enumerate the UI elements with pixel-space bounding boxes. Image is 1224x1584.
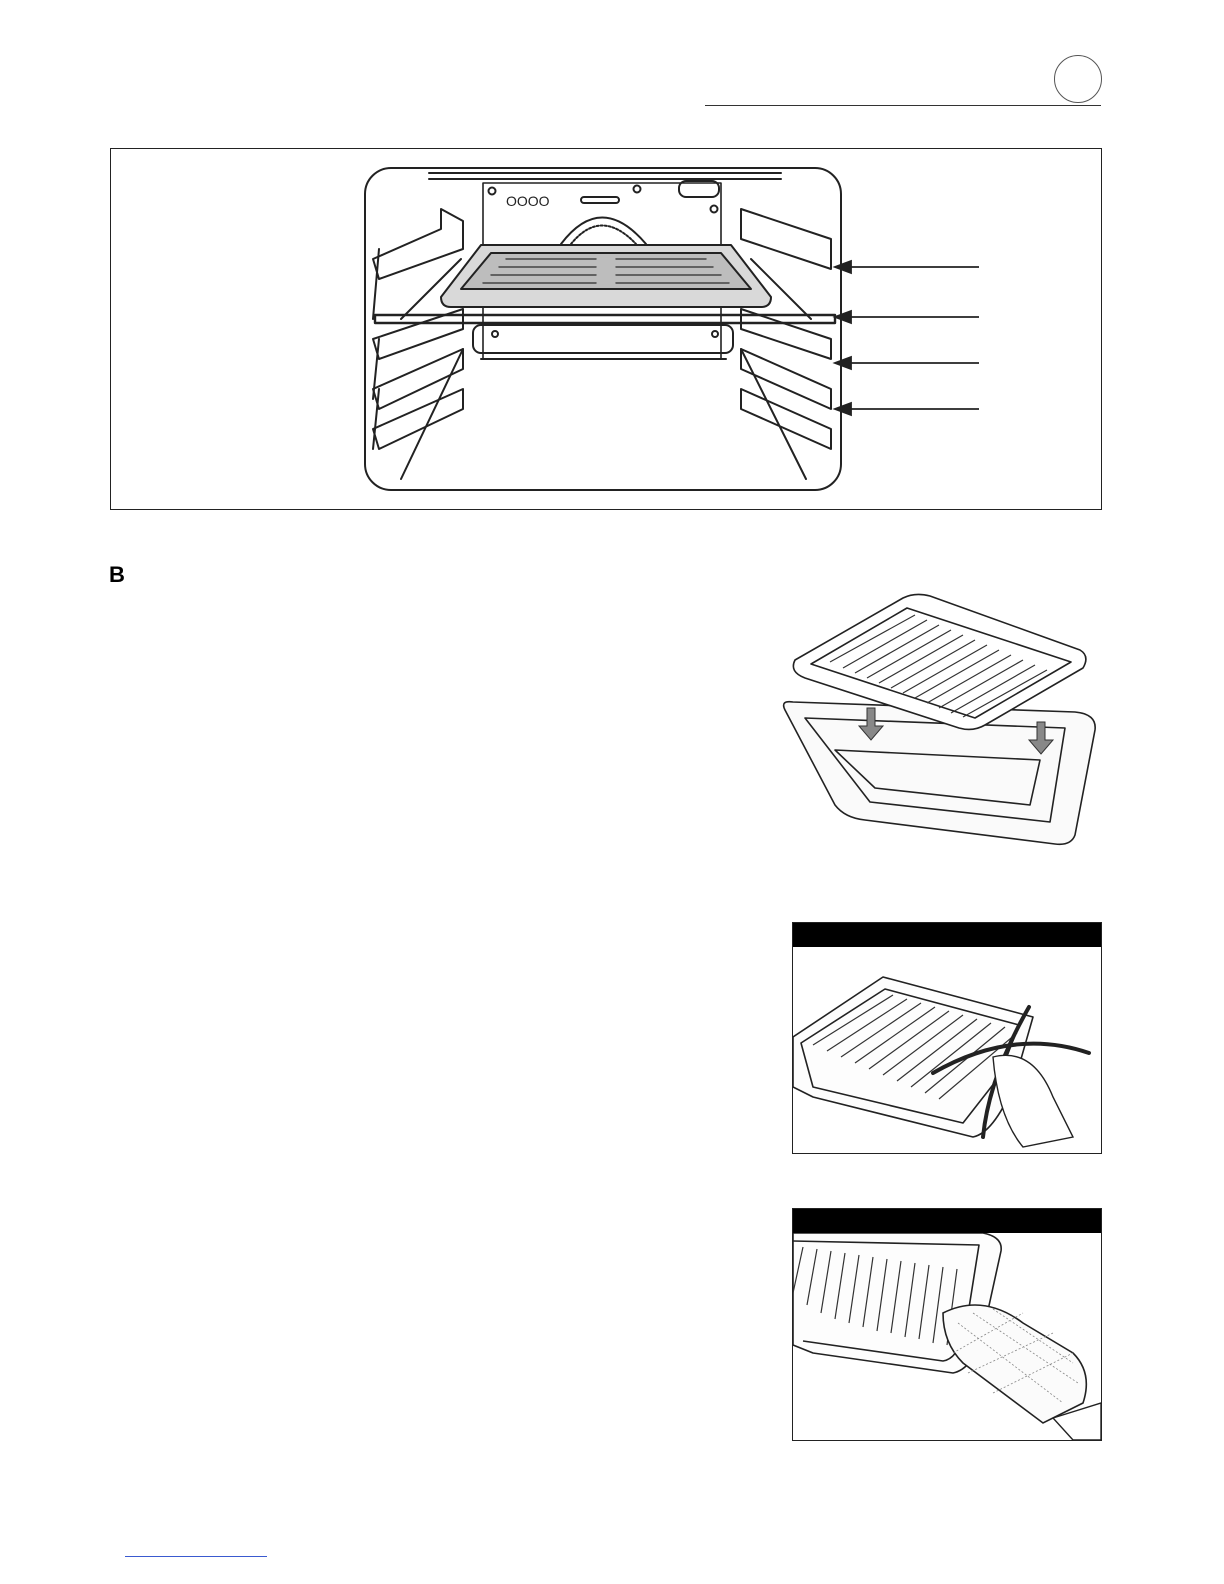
- oven-rack-figure: [110, 148, 1102, 510]
- broiler-assembly-figure: [775, 590, 1105, 850]
- oven-interior-icon: [111, 149, 1101, 509]
- grease-cleaning-panel: [792, 922, 1102, 1154]
- header-rule: [705, 105, 1101, 106]
- panel-header-bar: [793, 923, 1101, 947]
- panel-header-bar: [793, 1209, 1101, 1233]
- oven-mitt-icon: [793, 1233, 1101, 1440]
- footer-link-rule: [125, 1556, 267, 1557]
- oven-cavity-outline: [365, 168, 841, 490]
- broiler-pan-icon: [775, 590, 1105, 850]
- page-number-circle: [1054, 55, 1102, 103]
- grease-wipe-icon: [793, 947, 1101, 1153]
- svg-text:OOOO: OOOO: [506, 193, 550, 209]
- oven-mitt-panel: [792, 1208, 1102, 1441]
- section-letter: B: [109, 562, 125, 587]
